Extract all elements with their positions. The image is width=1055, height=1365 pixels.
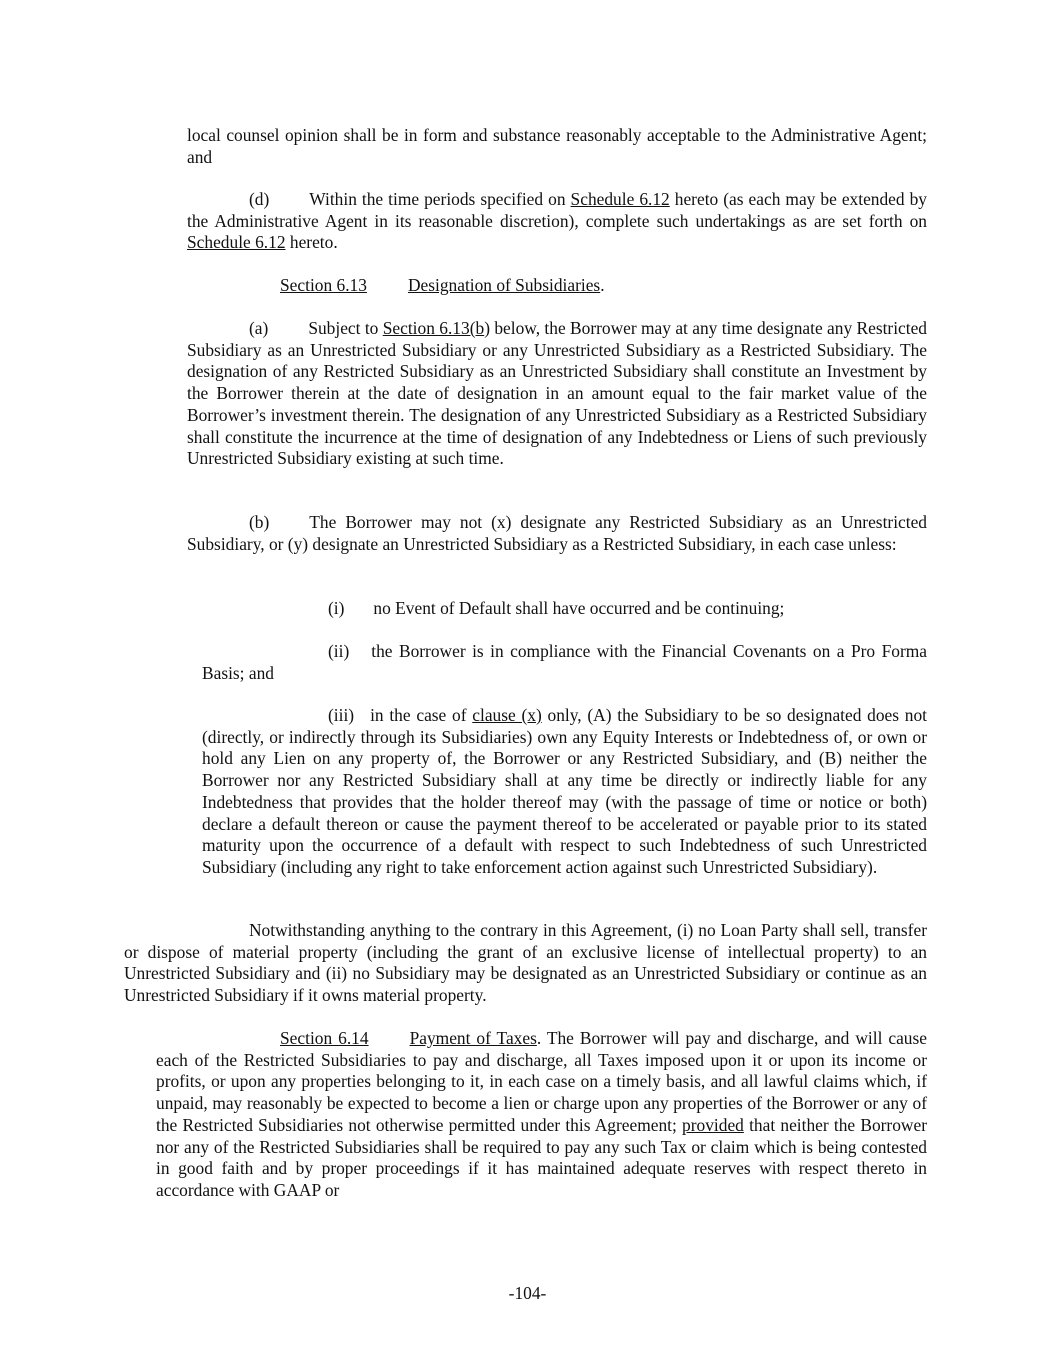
section-613-number: Section 6.13 bbox=[280, 275, 367, 295]
paragraph-d-label: (d) bbox=[249, 189, 270, 209]
section-613-heading bbox=[280, 275, 880, 297]
paragraph-d bbox=[187, 189, 927, 254]
section-614 bbox=[156, 1028, 927, 1202]
clause-iii bbox=[202, 705, 927, 879]
paragraph-d-text-3: hereto. bbox=[285, 232, 338, 253]
section-614-title: Payment of Taxes bbox=[409, 1028, 537, 1048]
paragraph-b-text: The Borrower may not (x) designate any Restricted Subsidiary as an Unrestricted Subsidiary, or (y) designate an Unrestricted Subsidiary as a Restricted Subsidiary, in each case unless: bbox=[187, 512, 927, 554]
section-613-period: . bbox=[600, 275, 605, 295]
paragraph-d-text-2: hereto (as each may be extended by the Administrative Agent in its reasonable discretion), complete such undertakings as are set forth on bbox=[187, 189, 928, 231]
paragraph-b bbox=[187, 512, 927, 555]
paragraph-a-text-1: Subject to bbox=[308, 318, 383, 338]
section-613b-reference: Section 6.13(b bbox=[382, 318, 485, 338]
schedule-612-reference-1: Schedule 6.12 bbox=[570, 189, 670, 209]
clause-i-text: no Event of Default shall have occurred and be continuing; bbox=[373, 598, 785, 618]
paragraph-a-text-2: ) below, the Borrower may at any time designate any Restricted Subsidiary as an Unrestricted Subsidiary or any Unrestricted Subsidiary as a Restricted Subsidiary. The designation of any Restricted Subsidiary as an Unrestricted Subsidiary shall constitute an Investment by the Borrower therein at the date of designation in an amount equal to the fair market value of the Borrower’s investment therein. The designation of any Unrestricted Subsidiary as a Restricted Subsidiary shall constitute the incurrence at the time of designation of any Indebtedness or Liens of such previously Unrestricted Subsidiary existing at such time. bbox=[187, 318, 928, 469]
clause-iii-label: (iii) bbox=[328, 705, 355, 725]
paragraph-a-label: (a) bbox=[249, 318, 269, 338]
clause-x-reference: clause (x) bbox=[472, 705, 542, 725]
paragraph-notwithstanding: Notwithstanding anything to the contrary in this Agreement, (i) no Loan Party shall sell, transfer or dispose of material property (including the grant of an exclusive license of intellectual property) to an Unrestricted Subsidiary and (ii) no Subsidiary may be designated as an Unrestricted Subsidiary or continue as an Unrestricted Subsidiary if it owns material property. bbox=[124, 920, 927, 1006]
section-614-text-2: that neither the Borrower nor any of the Restricted Subsidiaries shall be required to pay any such Tax or claim which is being contested in good faith and by proper proceedings if it has maintained adequate reserves with respect thereto in accordance with GAAP or bbox=[156, 1114, 927, 1200]
clause-ii-label: (ii) bbox=[328, 641, 350, 661]
section-613-title: Designation of Subsidiaries bbox=[407, 275, 601, 295]
clause-ii-text: the Borrower is in compliance with the Financial Covenants on a Pro Forma Basis; and bbox=[202, 641, 927, 683]
paragraph-a bbox=[187, 318, 927, 470]
page-number: -104- bbox=[508, 1283, 547, 1303]
section-614-number: Section 6.14 bbox=[280, 1028, 369, 1048]
paragraph-continuation: local counsel opinion shall be in form and substance reasonably acceptable to the Administrative Agent; and bbox=[187, 125, 927, 167]
clause-i-label: (i) bbox=[328, 598, 345, 618]
clause-iii-text-1: in the case of bbox=[370, 705, 473, 725]
section-614-text-1: . The Borrower will pay and discharge, and will cause each of the Restricted Subsidiaries to pay and discharge, all Taxes imposed upon it or upon its income or profits, or upon any properties belonging to it, in each case on a timely basis, and all lawful claims which, if unpaid, may reasonably be expected to become a lien or charge upon any properties of the Borrower or any of the Restricted Subsidiaries not otherwise permitted under this Agreement; bbox=[156, 1028, 927, 1135]
paragraph-d-text-1: Within the time periods specified on bbox=[309, 189, 571, 209]
clause-iii-text-2: only, (A) the Subsidiary to be so designated does not (directly, or indirectly through its Subsidiaries) own any Equity Interests or Indebtedness of, or own or hold any Lien on any property of, the Borrower or any Restricted Subsidiary, and (B) neither the Borrower nor any Restricted Subsidiary shall at any time be directly or indirectly liable for any Indebtedness that provides that the holder thereof may (with the passage of time or notice or both) declare a default thereon or cause the payment thereof to be accelerated or payable prior to its stated maturity upon the occurrence of a default with respect to such Indebtedness of such Unrestricted Subsidiary (including any right to take enforcement action against such Unrestricted Subsidiary). bbox=[202, 705, 928, 877]
clause-ii bbox=[202, 641, 927, 684]
schedule-612-reference-2: Schedule 6.12 bbox=[187, 232, 286, 253]
clause-i bbox=[328, 598, 928, 620]
provided-term: provided bbox=[682, 1114, 744, 1135]
paragraph-b-label: (b) bbox=[249, 512, 270, 532]
